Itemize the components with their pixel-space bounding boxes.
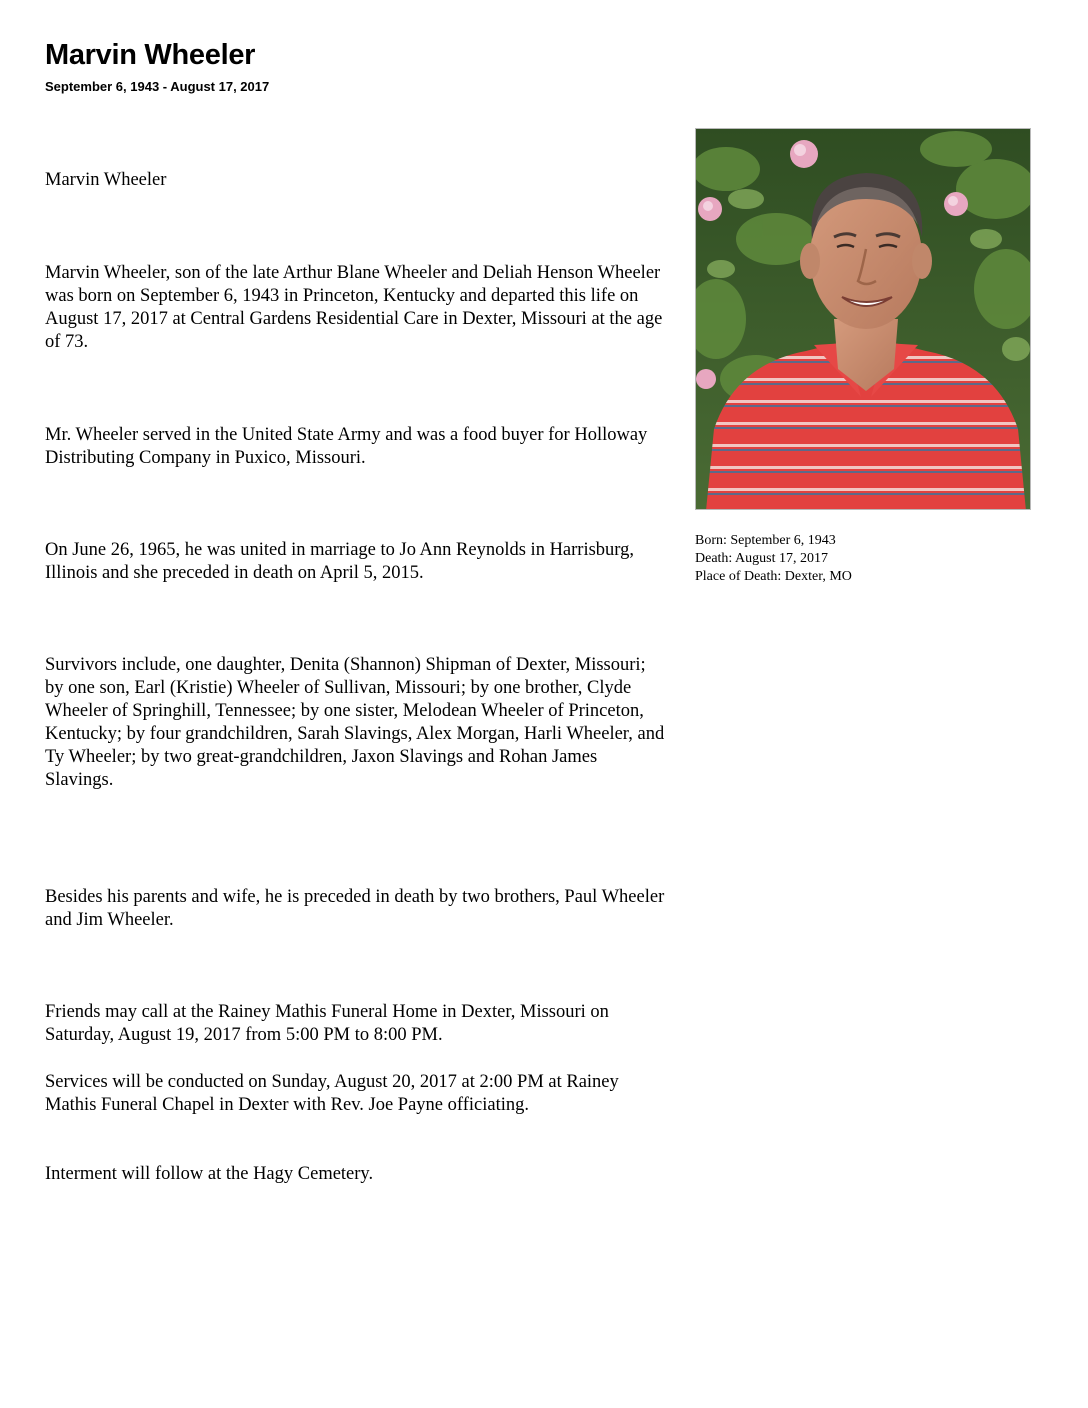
service-paragraph: Mr. Wheeler served in the United State Army and was a food buyer for Holloway Distributing Company in Puxico, Missouri. <box>45 425 648 468</box>
obituary-name-heading: Marvin Wheeler <box>45 39 256 71</box>
services-paragraph: Services will be conducted on Sunday, August 20, 2017 at 2:00 PM at Rainey Mathis Funeral Chapel in Dexter with Rev. Joe Payne officiating. <box>45 1072 619 1115</box>
marriage-paragraph: On June 26, 1965, he was united in marriage to Jo Ann Reynolds in Harrisburg, Illinois and she preceded in death on April 5, 2015. <box>45 540 635 583</box>
birth-date-fact: Born: September 6, 1943 <box>695 533 836 548</box>
interment-paragraph: Interment will follow at the Hagy Cemetery. <box>45 1164 374 1184</box>
visitation-paragraph: Friends may call at the Rainey Mathis Funeral Home in Dexter, Missouri on Saturday, August 19, 2017 from 5:00 PM to 8:00 PM. <box>45 1002 609 1045</box>
portrait-photo <box>695 128 1031 510</box>
biography-paragraph: Marvin Wheeler, son of the late Arthur Blane Wheeler and Deliah Henson Wheeler was born on September 6, 1943 in Princeton, Kentucky and departed this life on August 17, 2017 at Central Gardens Residential Care in Dexter, Missouri at the age of 73. <box>45 263 663 352</box>
survivors-paragraph: Survivors include, one daughter, Denita (Shannon) Shipman of Dexter, Missouri; by one son, Earl (Kristie) Wheeler of Sullivan, Missouri; by one brother, Clyde Wheeler of Springhill, Tennessee; by one sister, Melodean Wheeler of Princeton, Kentucky; by four grandchildren, Sarah Slavings, Alex Morgan, Harli Wheeler, and Ty Wheeler; by two great-grandchildren, Jaxon Slavings and Rohan James Slavings. <box>45 655 665 790</box>
life-facts-panel <box>695 532 1025 586</box>
name-paragraph: Marvin Wheeler <box>45 170 167 190</box>
preceded-paragraph: Besides his parents and wife, he is preceded in death by two brothers, Paul Wheeler and Jim Wheeler. <box>45 887 665 930</box>
life-dates: September 6, 1943 - August 17, 2017 <box>45 79 270 94</box>
place-of-death-fact: Place of Death: Dexter, MO <box>695 569 852 584</box>
death-date-fact: Death: August 17, 2017 <box>695 551 828 566</box>
